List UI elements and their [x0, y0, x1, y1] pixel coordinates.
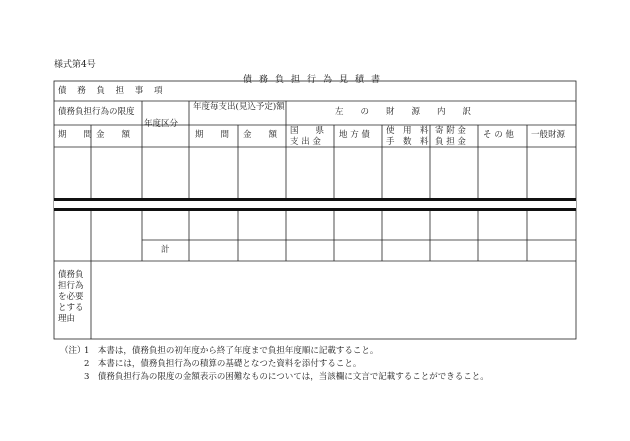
- col-local-bond: 地 方 債: [339, 130, 370, 140]
- col-national-line1: 国 県: [290, 126, 325, 136]
- col-other: そ の 他: [483, 130, 514, 140]
- col-usage-fee-line1: 使 用 料: [386, 126, 429, 136]
- col-amount-2: 金 額: [243, 130, 278, 140]
- col-donation-line2: 負 担 金: [435, 137, 466, 147]
- notes-block: [60, 345, 489, 384]
- limit-label: 債務負担行為の限度: [58, 107, 135, 117]
- form-number: 様式第4号: [54, 60, 96, 70]
- annual-expenditure-label: 年度毎支出(見込予定)額: [193, 102, 285, 112]
- notes-prefix: （注）: [60, 346, 86, 356]
- document-title: 債務負担行為見積書: [242, 75, 387, 85]
- break-line-upper: [54, 198, 576, 201]
- note-item-2: 2 本書には，債務負担行為の積算の基礎となつた資料を添付すること。: [84, 359, 362, 369]
- col-national-line2: 支 出 金: [290, 137, 321, 147]
- note-item-3: 3 債務負担行為の限度の金額表示の困難なものについては，当該欄に文言で記載することができること。: [84, 372, 489, 382]
- break-gap: [54, 201, 576, 208]
- col-amount: 金 額: [96, 130, 131, 140]
- break-line-lower: [54, 208, 576, 211]
- reason-label: 債務負担行為を必要とする理由: [58, 270, 84, 324]
- total-label: 計: [161, 245, 170, 255]
- fiscal-year-label: 年度区分: [144, 119, 179, 129]
- debt-items-label: 債 務 負 担 事 項: [58, 86, 167, 96]
- col-usage-fee-line2: 手 数 料: [386, 137, 429, 147]
- col-donation-line1: 寄 附 金: [435, 126, 466, 136]
- col-period: 期 間: [58, 130, 93, 140]
- financial-breakdown-label: 左 の 財 源 内 訳: [335, 107, 472, 117]
- col-general: 一般財源: [531, 130, 566, 140]
- note-item-1: 1 本書は，債務負担の初年度から終了年度まで負担年度順に記載すること。: [84, 346, 379, 356]
- col-period-2: 期 間: [195, 130, 230, 140]
